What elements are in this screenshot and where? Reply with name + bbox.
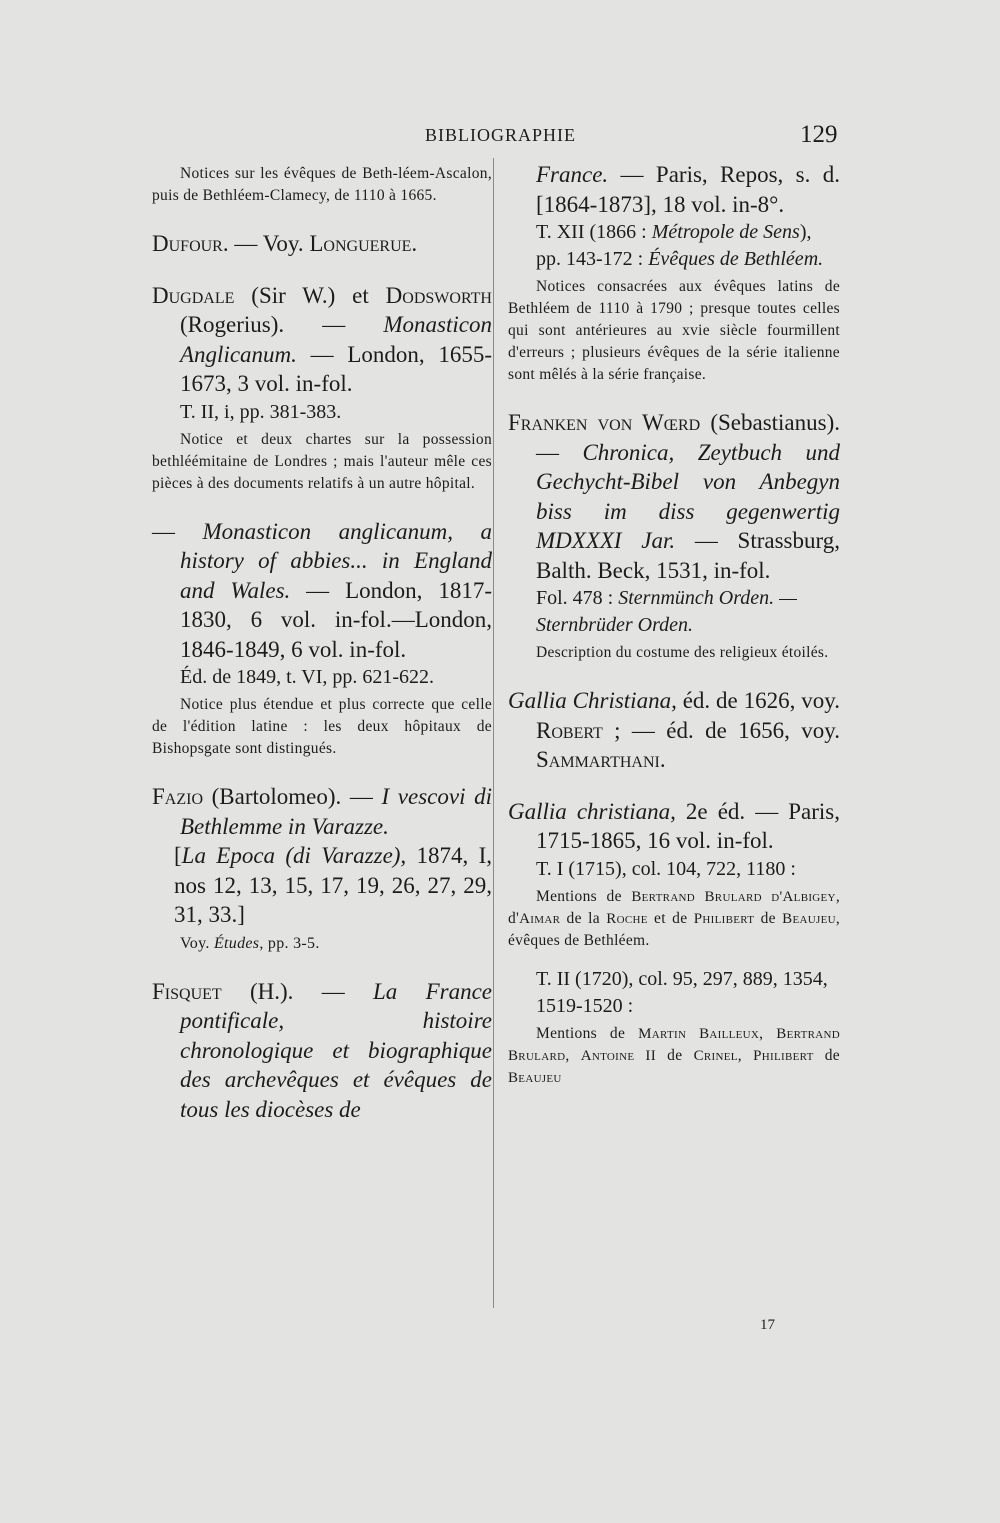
running-title: BIBLIOGRAPHIE [425, 125, 576, 145]
signature-mark: 17 [760, 1317, 775, 1333]
author-dufour: Dufour. [152, 231, 229, 256]
ref-franken: Fol. 478 : Sternmünch Orden. — Sternbrüder Orden. [536, 587, 797, 636]
page-number: 129 [800, 121, 838, 148]
note-bethleem-ascalon: Notices sur les évêques de Beth-léem-Ascalon, puis de Bethléem-Clamecy, de 1110 à 1665. [152, 165, 492, 204]
ref-gallia-t2: T. II (1720), col. 95, 297, 889, 1354, 1519-1520 : [536, 967, 828, 1017]
author-fazio: Fazio [152, 784, 204, 809]
note-fisquet: Notices consacrées aux évêques latins de Bethléem de 1110 à 1790 ; presque toutes celles qui sont antérieures au xvie siècle fourmillent d'erreurs ; plusieurs évêques de la série italienne sont mêlés à la série française. [508, 278, 840, 383]
running-head [0, 121, 1000, 151]
note-monasticon: Notice plus étendue et plus correcte que celle de l'édition latine : les deux hôpitaux de Bishopsgate sont distingués. [152, 696, 492, 757]
voy-fazio: Voy. Études, pp. 3-5. [180, 934, 320, 952]
title-monasticon: Monasticon Anglicanum. [180, 312, 492, 367]
entry-fazio: Fazio (Bartolomeo). — I vescovi di Bethlemme in Varazze. [La Epoca (di Varazze), 1874, I, nos 12, 13, 15, 17, 19, 26, 27, 29, 31, 33.] Voy. Études, pp. 3-5. [152, 782, 492, 955]
entry-gallia-christiana-1626: Gallia Christiana, éd. de 1626, voy. Robert ; — éd. de 1656, voy. Sammarthani. [508, 688, 840, 772]
entry-franken: Franken von Wœrd (Sebastianus). — Chronica, Zeytbuch und Gechycht-Bibel von Anbegyn biss im diss gegenwertig MDXXXI Jar. — Strassburg, Balth. Beck, 1531, in-fol. Fol. 478 : Sternmünch Orden. — Sternbrüder Orden. Description du costume des religieux étoilés. [508, 408, 840, 664]
xref-longuerue: Longuerue. [309, 231, 418, 256]
note-dugdale: Notice et deux chartes sur la possession bethléémitaine de Londres ; mais l'auteur mêle ces pièces à des documents relatifs à un autre hôpital. [152, 430, 492, 492]
entry-fisquet-continued: France. — Paris, Repos, s. d. [1864-1873], 18 vol. in-8°. T. XII (1866 : Métropole de Sens), pp. 143-172 : Évêques de Bethléem. Notices consacrées aux évêques latins de Bethléem de 1110 à 1790 ; presque toutes celles qui sont antérieures au xvie siècle fourmillent d'erreurs ; plusieurs évêques de la série italienne sont mêlés à la série française. [508, 160, 840, 386]
note-gallia-t1: Mentions de Bertrand Brulard d'Albigey, d'Aimar de la Roche et de Philibert de Beaujeu, évêques de Bethléem. [508, 887, 841, 949]
entry-fisquet: Fisquet (H.). — La France pontificale, histoire chronologique et biographique des archevêques et évêques de tous les diocèses de [152, 978, 492, 1122]
right-column [508, 160, 840, 1089]
ref-gallia-t1: T. I (1715), col. 104, 722, 1180 : [536, 857, 796, 880]
column-rule [493, 158, 494, 1308]
author-fisquet: Fisquet [152, 978, 222, 1004]
ref-dugdale: T. II, i, pp. 381-383. [180, 400, 342, 423]
entry-monasticon-anglicanum: — Monasticon anglicanum, a history of abbies... in England and Wales. — London, 1817-1830, 6 vol. in-fol.—London, 1846-1849, 6 vol. in-fol. Éd. de 1849, t. VI, pp. 621-622. Notice plus étendue et plus correcte que celle de l'édition latine : les deux hôpitaux de Bishopsgate sont distingués. [152, 517, 492, 761]
ref-monasticon: Éd. de 1849, t. VI, pp. 621-622. [180, 666, 435, 688]
note-gallia-t2: Mentions de Martin Bailleux, Bertrand Brulard, Antoine II de Crinel, Philibert de Beaujeu [508, 1024, 840, 1086]
author-franken: Franken von Wœrd [508, 410, 701, 435]
left-column [152, 160, 492, 1124]
entry-dufour: Dufour. — Voy. Longuerue. [152, 231, 418, 256]
ref-fazio: [La Epoca (di Varazze), 1874, I, nos 12, 13, 15, 17, 19, 26, 27, 29, 31, 33.] [174, 843, 492, 927]
author-dugdale: Dugdale [152, 282, 235, 308]
ref-fisquet: T. XII (1866 : Métropole de Sens), pp. 143-172 : Évêques de Bethléem. [536, 221, 824, 270]
entry-dugdale: Dugdale (Sir W.) et Dodsworth (Rogerius). — Monasticon Anglicanum. — London, 1655-1673, 3 vol. in-fol. T. II, i, pp. 381-383. Notice et deux chartes sur la possession bethléémitaine de Londres ; mais l'auteur mêle ces pièces à des documents relatifs à un autre hôpital. [152, 281, 492, 495]
entry-gallia-christiana-2e: Gallia christiana, 2e éd. — Paris, 1715-1865, 16 vol. in-fol. T. I (1715), col. 104, 722, 1180 : Mentions de Bertrand Brulard d'Albigey, d'Aimar de la Roche et de Philibert de Beaujeu, évêques de Bethléem. T. II (1720), col. 95, 297, 889, 1354, 1519-1520 : Mentions de Martin Bailleux, Bertrand Brulard, Antoine II de Crinel, Philibert de Beaujeu [508, 797, 840, 1089]
note-franken: Description du costume des religieux étoilés. [536, 644, 829, 661]
